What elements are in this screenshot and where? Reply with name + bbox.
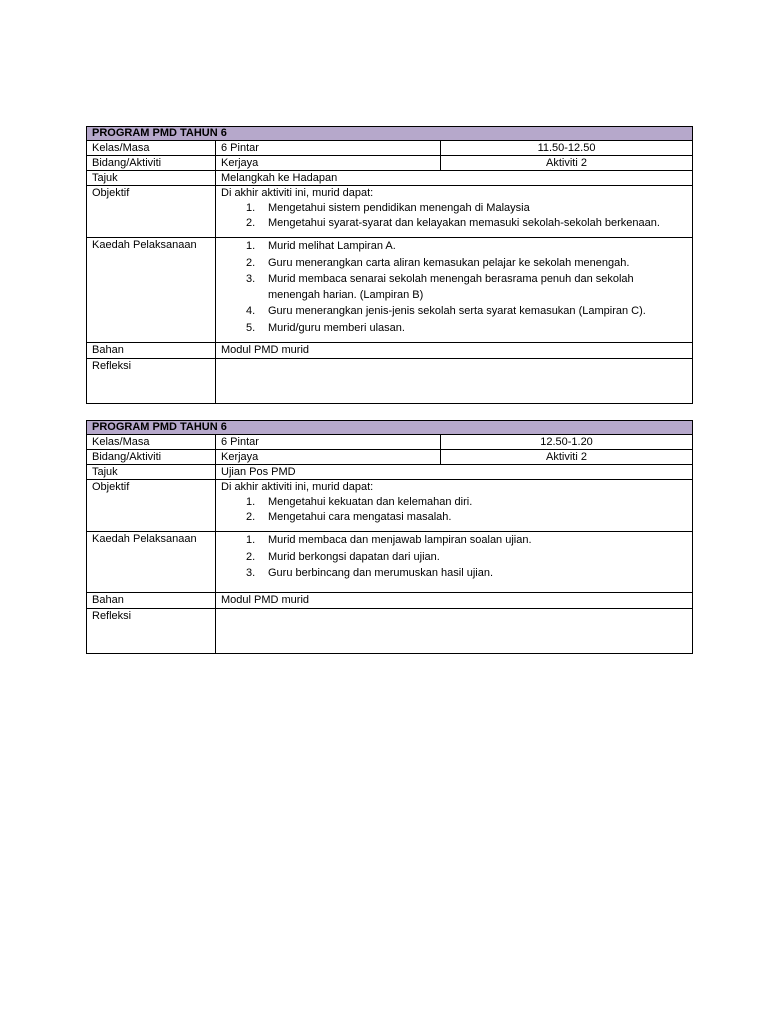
kelas-label: Kelas/Masa [87,141,216,156]
bahan-value: Modul PMD murid [216,343,693,359]
kelas-label: Kelas/Masa [87,435,216,450]
kelas-value: 6 Pintar [216,141,441,156]
list-number: 1. [246,534,256,546]
bahan-label: Bahan [87,593,216,609]
lesson-plan-table-2 [86,420,693,654]
objektif-row [87,186,693,238]
kaedah-row [87,532,693,593]
table-header-row [87,127,693,141]
kaedah-label: Kaedah Pelaksanaan [87,532,216,593]
objektif-intro: Di akhir aktiviti ini, murid dapat: [221,481,374,493]
program-header: PROGRAM PMD TAHUN 6 [87,127,693,141]
kelas-row [87,435,693,450]
list-item [221,510,687,524]
list-text: Mengetahui kekuatan dan kelemahan diri. [268,496,473,508]
refleksi-value [216,609,693,654]
lesson-plan-table-1 [86,126,693,404]
list-text: Murid membaca dan menjawab lampiran soalan ujian. [268,534,532,546]
bahan-row [87,593,693,609]
list-item [221,272,687,303]
bahan-label: Bahan [87,343,216,359]
bidang-label: Bidang/Aktiviti [87,156,216,171]
time-value: 11.50-12.50 [441,141,693,156]
list-item [221,201,687,215]
tajuk-label: Tajuk [87,171,216,186]
bidang-row [87,450,693,465]
kelas-row [87,141,693,156]
objektif-row [87,480,693,532]
objektif-cell [216,186,693,238]
list-number: 2. [246,256,256,269]
list-item [221,216,687,230]
objectives-list [221,201,687,230]
refleksi-label: Refleksi [87,359,216,404]
bidang-value: Kerjaya [216,156,441,171]
list-number: 5. [246,321,256,334]
list-text: Guru menerangkan jenis-jenis sekolah serta syarat kemasukan (Lampiran C). [268,305,646,317]
kaedah-label: Kaedah Pelaksanaan [87,238,216,343]
list-number: 2. [246,511,256,523]
tajuk-value: Melangkah ke Hadapan [216,171,693,186]
list-item [221,533,687,549]
list-text: Murid berkongsi dapatan dari ujian. [268,550,440,563]
kelas-value: 6 Pintar [216,435,441,450]
tajuk-row [87,171,693,186]
time-value: 12.50-1.20 [441,435,693,450]
list-number: 1. [246,496,256,508]
list-text: Mengetahui cara mengatasi masalah. [268,511,452,523]
objektif-label: Objektif [87,186,216,238]
activity-value: Aktiviti 2 [441,450,693,465]
list-text: Mengetahui sistem pendidikan menengah di Malaysia [268,202,530,214]
tajuk-row [87,465,693,480]
list-text: Mengetahui syarat-syarat dan kelayakan memasuki sekolah-sekolah berkenaan. [268,217,660,229]
list-text: Guru berbincang dan merumuskan hasil ujian. [268,567,494,579]
list-item [221,239,687,255]
list-text: Murid/guru memberi ulasan. [268,321,405,334]
refleksi-label: Refleksi [87,609,216,654]
list-item [221,304,687,320]
list-number: 1. [246,240,256,252]
methods-list [221,239,687,336]
table-header-row [87,421,693,435]
list-item [221,550,687,566]
list-number: 1. [246,202,256,214]
kaedah-row [87,238,693,343]
objektif-intro: Di akhir aktiviti ini, murid dapat: [221,187,374,199]
list-number: 3. [246,567,256,579]
program-header: PROGRAM PMD TAHUN 6 [87,421,693,435]
tajuk-label: Tajuk [87,465,216,480]
methods-list [221,533,687,582]
objektif-label: Objektif [87,480,216,532]
list-number: 4. [246,305,256,317]
bahan-row [87,343,693,359]
list-item [221,495,687,509]
kaedah-cell [216,238,693,343]
list-number: 2. [246,550,256,563]
bidang-label: Bidang/Aktiviti [87,450,216,465]
bidang-value: Kerjaya [216,450,441,465]
kaedah-cell [216,532,693,593]
list-number: 3. [246,273,256,285]
bahan-value: Modul PMD murid [216,593,693,609]
list-text: Murid membaca senarai sekolah menengah berasrama penuh dan sekolah menengah harian. (Lampiran B) [268,273,634,301]
list-item [221,256,687,272]
objektif-cell [216,480,693,532]
refleksi-row [87,609,693,654]
list-number: 2. [246,217,256,229]
refleksi-row [87,359,693,404]
tajuk-value: Ujian Pos PMD [216,465,693,480]
activity-value: Aktiviti 2 [441,156,693,171]
list-item [221,321,687,337]
refleksi-value [216,359,693,404]
list-text: Guru menerangkan carta aliran kemasukan pelajar ke sekolah menengah. [268,256,630,269]
objectives-list [221,495,687,524]
list-text: Murid melihat Lampiran A. [268,240,396,252]
bidang-row [87,156,693,171]
list-item [221,566,687,582]
